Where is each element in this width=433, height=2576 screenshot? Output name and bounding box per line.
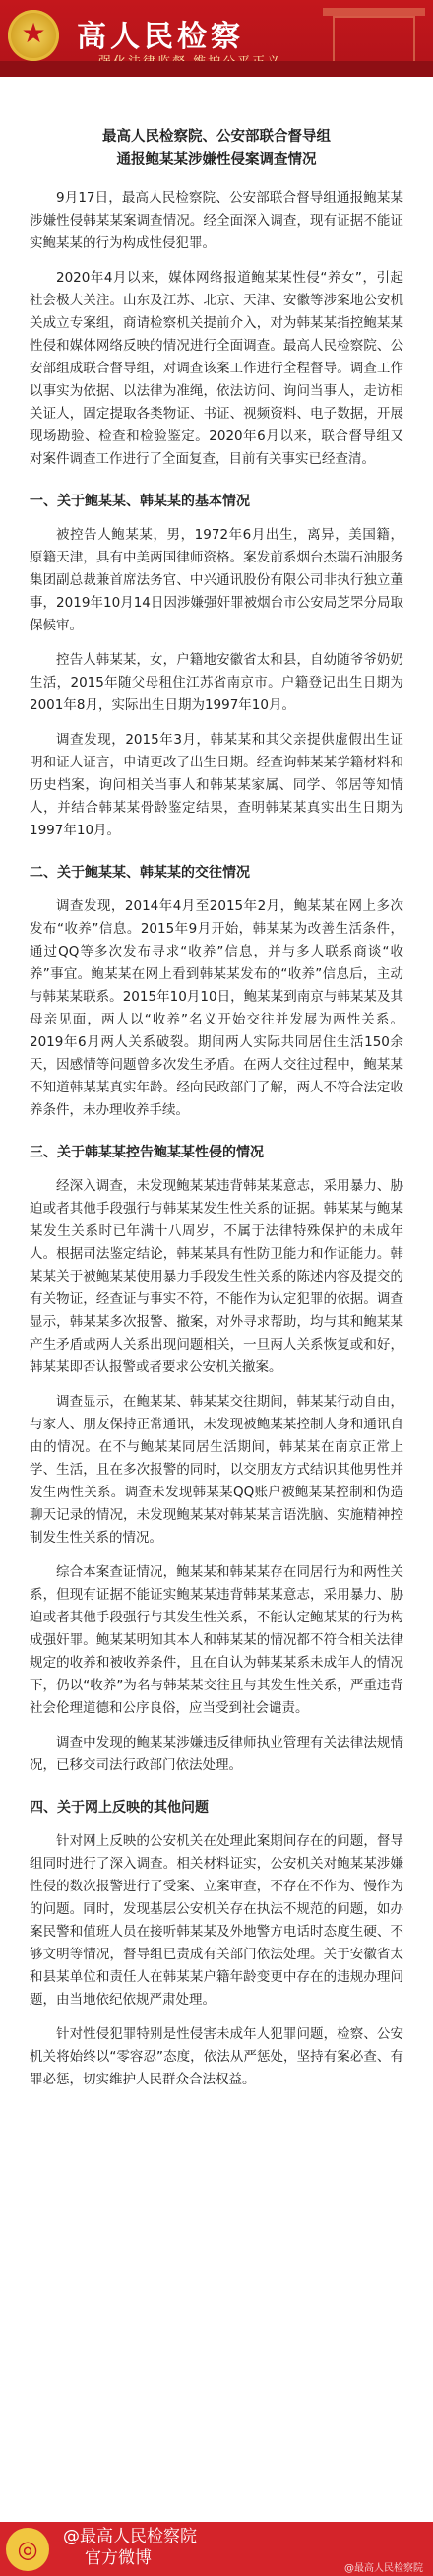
paragraph: 调查发现，2014年4月至2015年2月，鲍某某在网上多次发布“收养”信息。2015年9月开始，韩某某为改善生活条件，通过QQ等多次发布寻求“收养”信息，并与多人联系商谈“收养”事宜。鲍某某在网上看到韩某某发布的“收养”信息后，主动与韩某某联系。2015年10月10日，鲍某某到南京与韩某某及其母亲见面，两人以“收养”名义开始交往并发展为两性关系。2019年6月两人关系破裂。期间两人实际共同居住生活150余天，因感情等问题曾多次发生矛盾。在两人交往过程中，鲍某某不知道韩某某真实年龄。经向民政部门了解，两人不符合法定收养条件，未办理收养手续。	[30, 898, 403, 1118]
section-title: 三、关于韩某某控告鲍某某性侵的情况	[30, 1145, 264, 1160]
article-heading-line1: 最高人民检察院、公安部联合督导组	[102, 129, 331, 145]
source-watermark: @最高人民检察院	[344, 2563, 423, 2574]
footer-signature	[63, 2526, 197, 2569]
article	[0, 77, 433, 2091]
paragraph: 被控告人鲍某某，男，1972年6月出生，离异，美国籍，原籍天津，具有中美两国律师资格。案发前系烟台杰瑞石油服务集团副总裁兼首席法务官、中兴通讯股份有限公司非执行独立董事，2019年10月14日因涉嫌强奸罪被烟台市公安局芝罘分局取保候审。	[30, 527, 403, 633]
banner-stripe	[0, 61, 433, 77]
paragraph: 经深入调查，未发现鲍某某违背韩某某意志，采用暴力、胁迫或者其他手段强行与韩某某发生性关系的证据。韩某某与鲍某某发生关系时已年满十八周岁，不属于法律特殊保护的未成年人。根据司法鉴定结论，韩某某具有性防卫能力和作证能力。韩某某关于被鲍某某使用暴力手段发生性关系的陈述内容及提交的有关物证，经查证与事实不符，不能作为认定犯罪的依据。调查显示，韩某某多次报警、撤案，对外寻求帮助，均与其和鲍某某产生矛盾或两人关系出现问题相关，一旦两人关系恢复或和好，韩某某即否认报警或者要求公安机关撤案。	[30, 1178, 403, 1375]
paragraph: 调查显示，在鲍某某、韩某某交往期间，韩某某行动自由，与家人、朋友保持正常通讯，未发现被鲍某某控制人身和通讯自由的情况。在不与鲍某某同居生活期间，韩某某在南京正常上学、生活，且在多次报警的同时，以交朋友方式结识其他男性并发生两性关系。调查未发现韩某某QQ账户被鲍某某控制和伪造聊天记录的情况，未发现鲍某某对韩某某言语洗脑、实施精神控制发生性关系的情况。	[30, 1394, 403, 1546]
paragraph: 综合本案查证情况，鲍某某和韩某某存在同居行为和两性关系，但现有证据不能证实鲍某某违背韩某某意志，采用暴力、胁迫或者其他手段强行与其发生性关系，不能认定鲍某某的行为构成强奸罪。鲍某某明知其本人和韩某某的情况都不符合相关法律规定的收养和被收养条件，且在自认为韩某某系未成年人的情况下，仍以“收养”为名与韩某某交往且与其发生性关系，严重违背社会伦理道德和公序良俗，应当受到社会谴责。	[30, 1564, 403, 1716]
paragraph: 调查发现，2015年3月，韩某某和其父亲提供虚假出生证明和证人证言，申请更改了出生日期。经查询韩某某学籍材料和历史档案，询问相关当事人和韩某某家属、同学、邻居等知情人，并结合韩某某骨龄鉴定结果，查明韩某某真实出生日期为1997年10月。	[30, 732, 403, 838]
masthead-banner	[0, 0, 433, 77]
article-heading	[30, 126, 403, 171]
paragraph: 控告人韩某某，女，户籍地安徽省太和县，自幼随爷爷奶奶生活，2015年随父母租住江苏省南京市。户籍登记出生日期为2001年8月，实际出生日期为1997年10月。	[30, 652, 403, 713]
section-title: 一、关于鲍某某、韩某某的基本情况	[30, 494, 250, 509]
building-icon	[333, 16, 415, 67]
paragraph: 针对性侵犯罪特别是性侵害未成年人犯罪问题，检察、公安机关将始终以“零容忍”态度，依法从严惩处，坚持有案必查、有罪必惩，切实维护人民群众合法权益。	[30, 2026, 403, 2087]
section-title: 四、关于网上反映的其他问题	[30, 1800, 209, 1816]
section-title: 二、关于鲍某某、韩某某的交往情况	[30, 865, 250, 881]
footer-signature-line1: @最高人民检察院	[63, 2527, 197, 2546]
masthead-title: 高人民检察	[77, 20, 244, 54]
paragraph: 9月17日，最高人民检察院、公安部联合督导组通报鲍某某涉嫌性侵韩某某案调查情况。经全面深入调查，现有证据不能证实鲍某某的行为构成性侵犯罪。	[30, 190, 403, 251]
paragraph: 2020年4月以来，媒体网络报道鲍某某性侵“养女”，引起社会极大关注。山东及江苏、北京、天津、安徽等涉案地公安机关成立专案组，商请检察机关提前介入，对为韩某某指控鲍某某性侵和媒体网络反映的情况进行全面调查。最高人民检察院、公安部组成联合督导组，对调查该案工作进行全程督导。调查工作以事实为依据、以法律为准绳，依法访问、询问当事人，走访相关证人，固定提取各类物证、书证、视频资料、电子数据，开展现场勘验、检查和检验鉴定。2020年6月以来，联合督导组又对案件调查工作进行了全面复查，目前有关事实已经查清。	[30, 270, 403, 467]
footer-signature-line2: 官方微博	[85, 2548, 152, 2568]
paragraph: 针对网上反映的公安机关在处理此案期间存在的问题，督导组同时进行了深入调查。相关材料证实，公安机关对鲍某某涉嫌性侵的数次报警进行了受案、立案审查，不存在不作为、慢作为的问题。同时，发现基层公安机关存在执法不规范的问题，如办案民警和值班人员在接听韩某某及外地警方电话时态度生硬、不够文明等情况，督导组已责成有关部门依法处理。关于安徽省太和县某单位和责任人在韩某某户籍年龄变更中存在的违规办理问题，由当地依纪依规严肃处理。	[30, 1833, 403, 2008]
article-heading-line2: 通报鲍某某涉嫌性侵案调查情况	[116, 152, 317, 167]
weibo-logo-icon: ◎	[6, 2528, 49, 2571]
paragraph: 调查中发现的鲍某某涉嫌违反律师执业管理有关法律法规情况，已移交司法行政部门依法处理。	[30, 1735, 403, 1773]
procuratorate-emblem-icon: ★	[8, 10, 59, 61]
